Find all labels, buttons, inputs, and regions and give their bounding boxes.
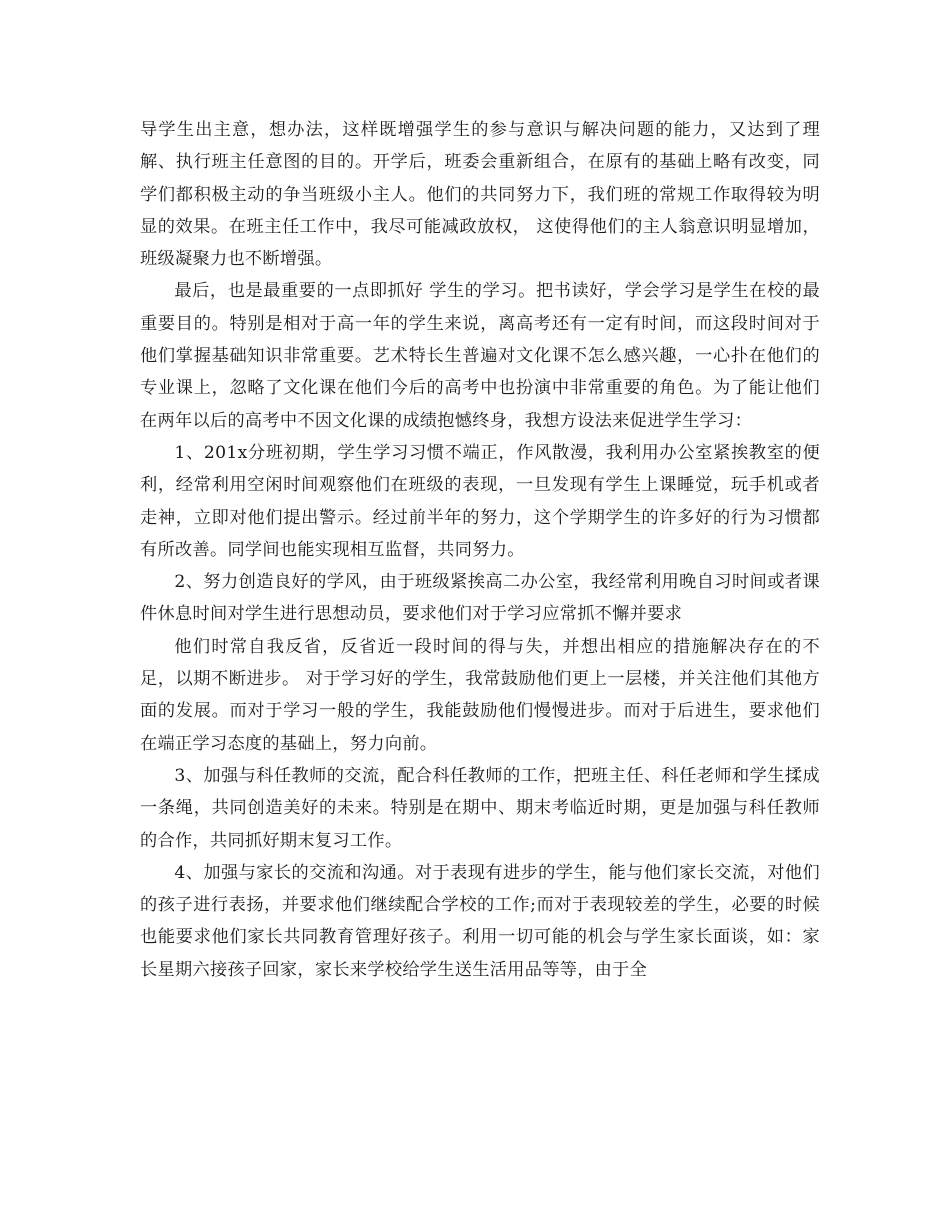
paragraph-continuation: 导学生出主意，想办法，这样既增强学生的参与意识与解决问题的能力，又达到了理解、执行班主任意图的目的。开学后，班委会重新组合，在原有的基础上略有改变，同学们都积极主动的争当班级小主人。他们的共同努力下，我们班的常规工作取得较为明显的效果。在班主任工作中，我尽可能减政放权， 这使得他们的主人翁意识明显增加，班级凝聚力也不断增强。: [140, 120, 820, 270]
document-body: [140, 114, 820, 986]
paragraph-point-2: 2、努力创造良好的学风，由于班级紧挨高二办公室，我经常利用晚自习时间或者课件休息时间对学生进行思想动员，要求他们对于学习应常抓不懈并要求: [140, 572, 820, 625]
paragraph-study-focus: 最后，也是最重要的一点即抓好 学生的学习。把书读好，学会学习是学生在校的最重要目的。特别是相对于高一年的学生来说，离高考还有一定有时间，而这段时间对于他们掌握基础知识非常重要。艺术特长生普遍对文化课不怎么感兴趣，一心扑在他们的专业课上，忽略了文化课在他们今后的高考中也扮演中非常重要的角色。为了能让他们在两年以后的高考中不因文化课的成绩抱憾终身，我想方设法来促进学生学习：: [140, 281, 820, 431]
paragraph-point-1: 1、201x分班初期，学生学习习惯不端正，作风散漫，我利用办公室紧挨教室的便利，经常利用空闲时间观察他们在班级的表现，一旦发现有学生上课睡觉，玩手机或者走神，立即对他们提出警示。经过前半年的努力，这个学期学生的许多好的行为习惯都有所改善。同学间也能实现相互监督，共同努力。: [140, 442, 820, 560]
paragraph-point-2-continued: 他们时常自我反省，反省近一段时间的得与失，并想出相应的措施解决存在的不足，以期不断进步。 对于学习好的学生，我常鼓励他们更上一层楼，并关注他们其他方面的发展。而对于学习一般的学生，我能鼓励他们慢慢进步。而对于后进生，要求他们在端正学习态度的基础上，努力向前。: [140, 636, 820, 754]
paragraph-point-3: 3、加强与科任教师的交流，配合科任教师的工作，把班主任、科任老师和学生揉成一条绳，共同创造美好的未来。特别是在期中、期末考临近时期，更是加强与科任教师的合作，共同抓好期末复习工作。: [140, 765, 820, 851]
paragraph-point-4: 4、加强与家长的交流和沟通。对于表现有进步的学生，能与他们家长交流，对他们的孩子进行表扬，并要求他们继续配合学校的工作;而对于表现较差的学生，必要的时候也能要求他们家长共同教育管理好孩子。利用一切可能的机会与学生家长面谈，如：家长星期六接孩子回家，家长来学校给学生送生活用品等等，由于全: [140, 862, 820, 980]
